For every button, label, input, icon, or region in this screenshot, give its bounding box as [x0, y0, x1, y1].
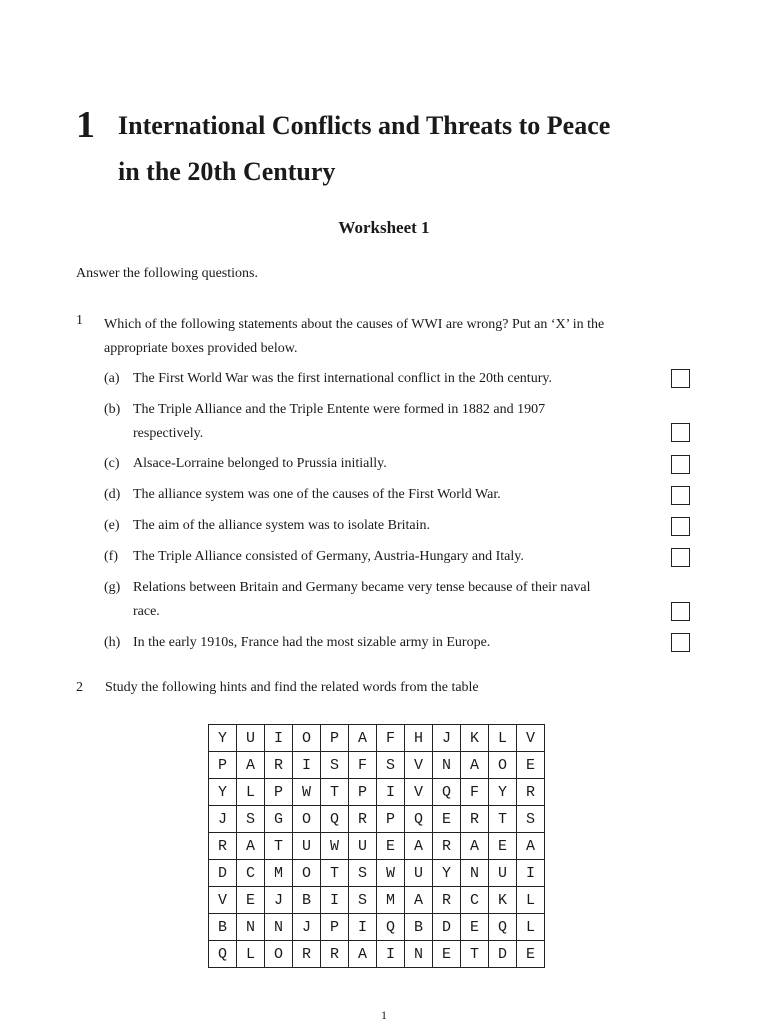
question-1-number: 1 [76, 313, 83, 328]
grid-cell[interactable]: V [405, 779, 433, 806]
grid-cell[interactable]: J [265, 887, 293, 914]
grid-cell[interactable]: A [461, 833, 489, 860]
grid-cell[interactable]: O [265, 941, 293, 968]
grid-cell[interactable]: S [377, 752, 405, 779]
question-2-number: 2 [76, 680, 83, 695]
grid-row [209, 860, 545, 887]
grid-cell[interactable]: J [209, 806, 237, 833]
grid-cell[interactable]: R [321, 941, 349, 968]
grid-cell[interactable]: O [293, 860, 321, 887]
grid-cell[interactable]: S [349, 860, 377, 887]
grid-cell[interactable]: L [237, 779, 265, 806]
option-text: The aim of the alliance system was to isolate Britain. [133, 518, 431, 533]
question-1-text: Which of the following statements about the causes of WWI are wrong? Put an ‘X’ in the appropriate boxes provided below. [104, 317, 605, 356]
grid-cell[interactable]: F [349, 752, 377, 779]
option-letter: (h) [104, 635, 121, 650]
grid-cell[interactable]: J [293, 914, 321, 941]
grid-cell[interactable]: E [517, 941, 545, 968]
instruction-text: Answer the following questions. [76, 266, 258, 281]
grid-cell[interactable]: D [209, 860, 237, 887]
grid-cell[interactable]: Q [405, 806, 433, 833]
grid-cell[interactable]: A [405, 887, 433, 914]
option-letter: (b) [104, 402, 121, 417]
grid-cell[interactable]: U [489, 860, 517, 887]
grid-row [209, 752, 545, 779]
grid-cell[interactable]: E [237, 887, 265, 914]
grid-cell[interactable]: I [377, 779, 405, 806]
grid-cell[interactable]: R [209, 833, 237, 860]
grid-cell[interactable]: A [461, 752, 489, 779]
option-letter: (g) [104, 580, 121, 595]
grid-cell[interactable]: T [265, 833, 293, 860]
grid-cell[interactable]: Y [489, 779, 517, 806]
grid-cell[interactable]: Y [209, 779, 237, 806]
option-letter: (c) [104, 456, 120, 471]
grid-cell[interactable]: P [265, 779, 293, 806]
grid-row [209, 914, 545, 941]
grid-cell[interactable]: T [461, 941, 489, 968]
option-letter: (f) [104, 549, 118, 564]
answer-checkbox-b[interactable] [671, 423, 690, 442]
grid-cell[interactable]: C [237, 860, 265, 887]
grid-cell[interactable]: O [293, 806, 321, 833]
grid-cell[interactable]: I [349, 914, 377, 941]
grid-cell[interactable]: E [377, 833, 405, 860]
grid-cell[interactable]: D [433, 914, 461, 941]
grid-cell[interactable]: R [461, 806, 489, 833]
grid-cell[interactable]: T [489, 806, 517, 833]
grid-cell[interactable]: R [265, 752, 293, 779]
grid-row [209, 941, 545, 968]
grid-cell[interactable]: C [461, 887, 489, 914]
grid-cell[interactable]: E [433, 941, 461, 968]
grid-cell[interactable]: E [489, 833, 517, 860]
grid-cell[interactable]: J [433, 725, 461, 752]
grid-cell[interactable]: V [405, 752, 433, 779]
grid-cell[interactable]: A [237, 752, 265, 779]
grid-cell[interactable]: F [377, 725, 405, 752]
grid-cell[interactable]: P [349, 779, 377, 806]
grid-cell[interactable]: B [405, 914, 433, 941]
grid-row [209, 725, 545, 752]
grid-cell[interactable]: P [321, 914, 349, 941]
grid-cell[interactable]: R [433, 833, 461, 860]
grid-cell[interactable]: P [209, 752, 237, 779]
grid-row [209, 806, 545, 833]
grid-cell[interactable]: S [517, 806, 545, 833]
grid-cell[interactable]: P [321, 725, 349, 752]
grid-cell[interactable]: R [293, 941, 321, 968]
word-search-grid [208, 724, 545, 968]
grid-cell[interactable]: D [489, 941, 517, 968]
answer-checkbox-a[interactable] [671, 369, 690, 388]
answer-checkbox-d[interactable] [671, 486, 690, 505]
answer-checkbox-h[interactable] [671, 633, 690, 652]
grid-cell[interactable]: K [461, 725, 489, 752]
grid-cell[interactable]: O [489, 752, 517, 779]
grid-cell[interactable]: W [321, 833, 349, 860]
grid-cell[interactable]: A [349, 725, 377, 752]
grid-cell[interactable]: U [405, 860, 433, 887]
page-number: 1 [381, 1008, 387, 1022]
grid-cell[interactable]: L [237, 941, 265, 968]
grid-cell[interactable]: R [517, 779, 545, 806]
grid-cell[interactable]: A [349, 941, 377, 968]
grid-cell[interactable]: L [489, 725, 517, 752]
chapter-number: 1 [76, 104, 95, 146]
grid-cell[interactable]: Q [209, 941, 237, 968]
grid-cell[interactable]: T [321, 860, 349, 887]
grid-cell[interactable]: S [321, 752, 349, 779]
option-text: The Triple Alliance and the Triple Entente were formed in 1882 and 1907 respectively. [133, 402, 546, 441]
grid-cell[interactable]: I [293, 752, 321, 779]
grid-cell[interactable]: E [461, 914, 489, 941]
grid-cell[interactable]: N [433, 752, 461, 779]
grid-cell[interactable]: I [517, 860, 545, 887]
grid-cell[interactable]: Q [489, 914, 517, 941]
grid-cell[interactable]: V [209, 887, 237, 914]
grid-cell[interactable]: Y [209, 725, 237, 752]
grid-cell[interactable]: Q [321, 806, 349, 833]
grid-cell[interactable]: N [461, 860, 489, 887]
answer-checkbox-f[interactable] [671, 548, 690, 567]
grid-cell[interactable]: R [349, 806, 377, 833]
question-2-text: Study the following hints and find the related words from the table [105, 680, 479, 695]
worksheet-title: Worksheet 1 [338, 218, 430, 237]
grid-cell[interactable]: I [265, 725, 293, 752]
grid-cell[interactable]: G [265, 806, 293, 833]
option-text: The alliance system was one of the causes of the First World War. [133, 487, 501, 502]
grid-cell[interactable]: L [517, 887, 545, 914]
grid-cell[interactable]: Q [433, 779, 461, 806]
grid-cell[interactable]: N [265, 914, 293, 941]
grid-cell[interactable]: R [433, 887, 461, 914]
grid-cell[interactable]: S [349, 887, 377, 914]
grid-cell[interactable]: V [517, 725, 545, 752]
chapter-title-line-1: International Conflicts and Threats to Peace [118, 111, 611, 140]
answer-checkbox-e[interactable] [671, 517, 690, 536]
grid-row [209, 833, 545, 860]
chapter-title-line-2: in the 20th Century [118, 157, 336, 186]
grid-cell[interactable]: E [433, 806, 461, 833]
answer-checkbox-c[interactable] [671, 455, 690, 474]
grid-cell[interactable]: M [377, 887, 405, 914]
grid-cell[interactable]: U [293, 833, 321, 860]
option-text: The First World War was the first international conflict in the 20th century. [133, 371, 552, 386]
option-text: The Triple Alliance consisted of Germany, Austria-Hungary and Italy. [133, 549, 524, 564]
grid-cell[interactable]: P [377, 806, 405, 833]
grid-cell[interactable]: A [517, 833, 545, 860]
grid-row [209, 779, 545, 806]
grid-cell[interactable]: F [461, 779, 489, 806]
grid-cell[interactable]: N [237, 914, 265, 941]
grid-cell[interactable]: W [293, 779, 321, 806]
grid-cell[interactable]: T [321, 779, 349, 806]
grid-cell[interactable]: M [265, 860, 293, 887]
grid-cell[interactable]: A [237, 833, 265, 860]
grid-cell[interactable]: U [349, 833, 377, 860]
answer-checkbox-g[interactable] [671, 602, 690, 621]
grid-cell[interactable]: S [237, 806, 265, 833]
grid-cell[interactable]: I [377, 941, 405, 968]
grid-cell[interactable]: E [517, 752, 545, 779]
grid-cell[interactable]: A [405, 833, 433, 860]
grid-cell[interactable]: B [293, 887, 321, 914]
grid-cell[interactable]: K [489, 887, 517, 914]
grid-cell[interactable]: O [293, 725, 321, 752]
grid-cell[interactable]: I [321, 887, 349, 914]
grid-cell[interactable]: Q [377, 914, 405, 941]
option-letter: (e) [104, 518, 120, 533]
grid-cell[interactable]: H [405, 725, 433, 752]
option-letter: (a) [104, 371, 120, 386]
option-text: Alsace-Lorraine belonged to Prussia initially. [133, 456, 387, 471]
option-text: In the early 1910s, France had the most sizable army in Europe. [133, 635, 491, 650]
grid-cell[interactable]: B [209, 914, 237, 941]
option-letter: (d) [104, 487, 121, 502]
grid-cell[interactable]: L [517, 914, 545, 941]
grid-row [209, 887, 545, 914]
grid-cell[interactable]: W [377, 860, 405, 887]
grid-cell[interactable]: N [405, 941, 433, 968]
grid-cell[interactable]: U [237, 725, 265, 752]
option-text: Relations between Britain and Germany became very tense because of their naval race. [133, 580, 591, 619]
grid-cell[interactable]: Y [433, 860, 461, 887]
